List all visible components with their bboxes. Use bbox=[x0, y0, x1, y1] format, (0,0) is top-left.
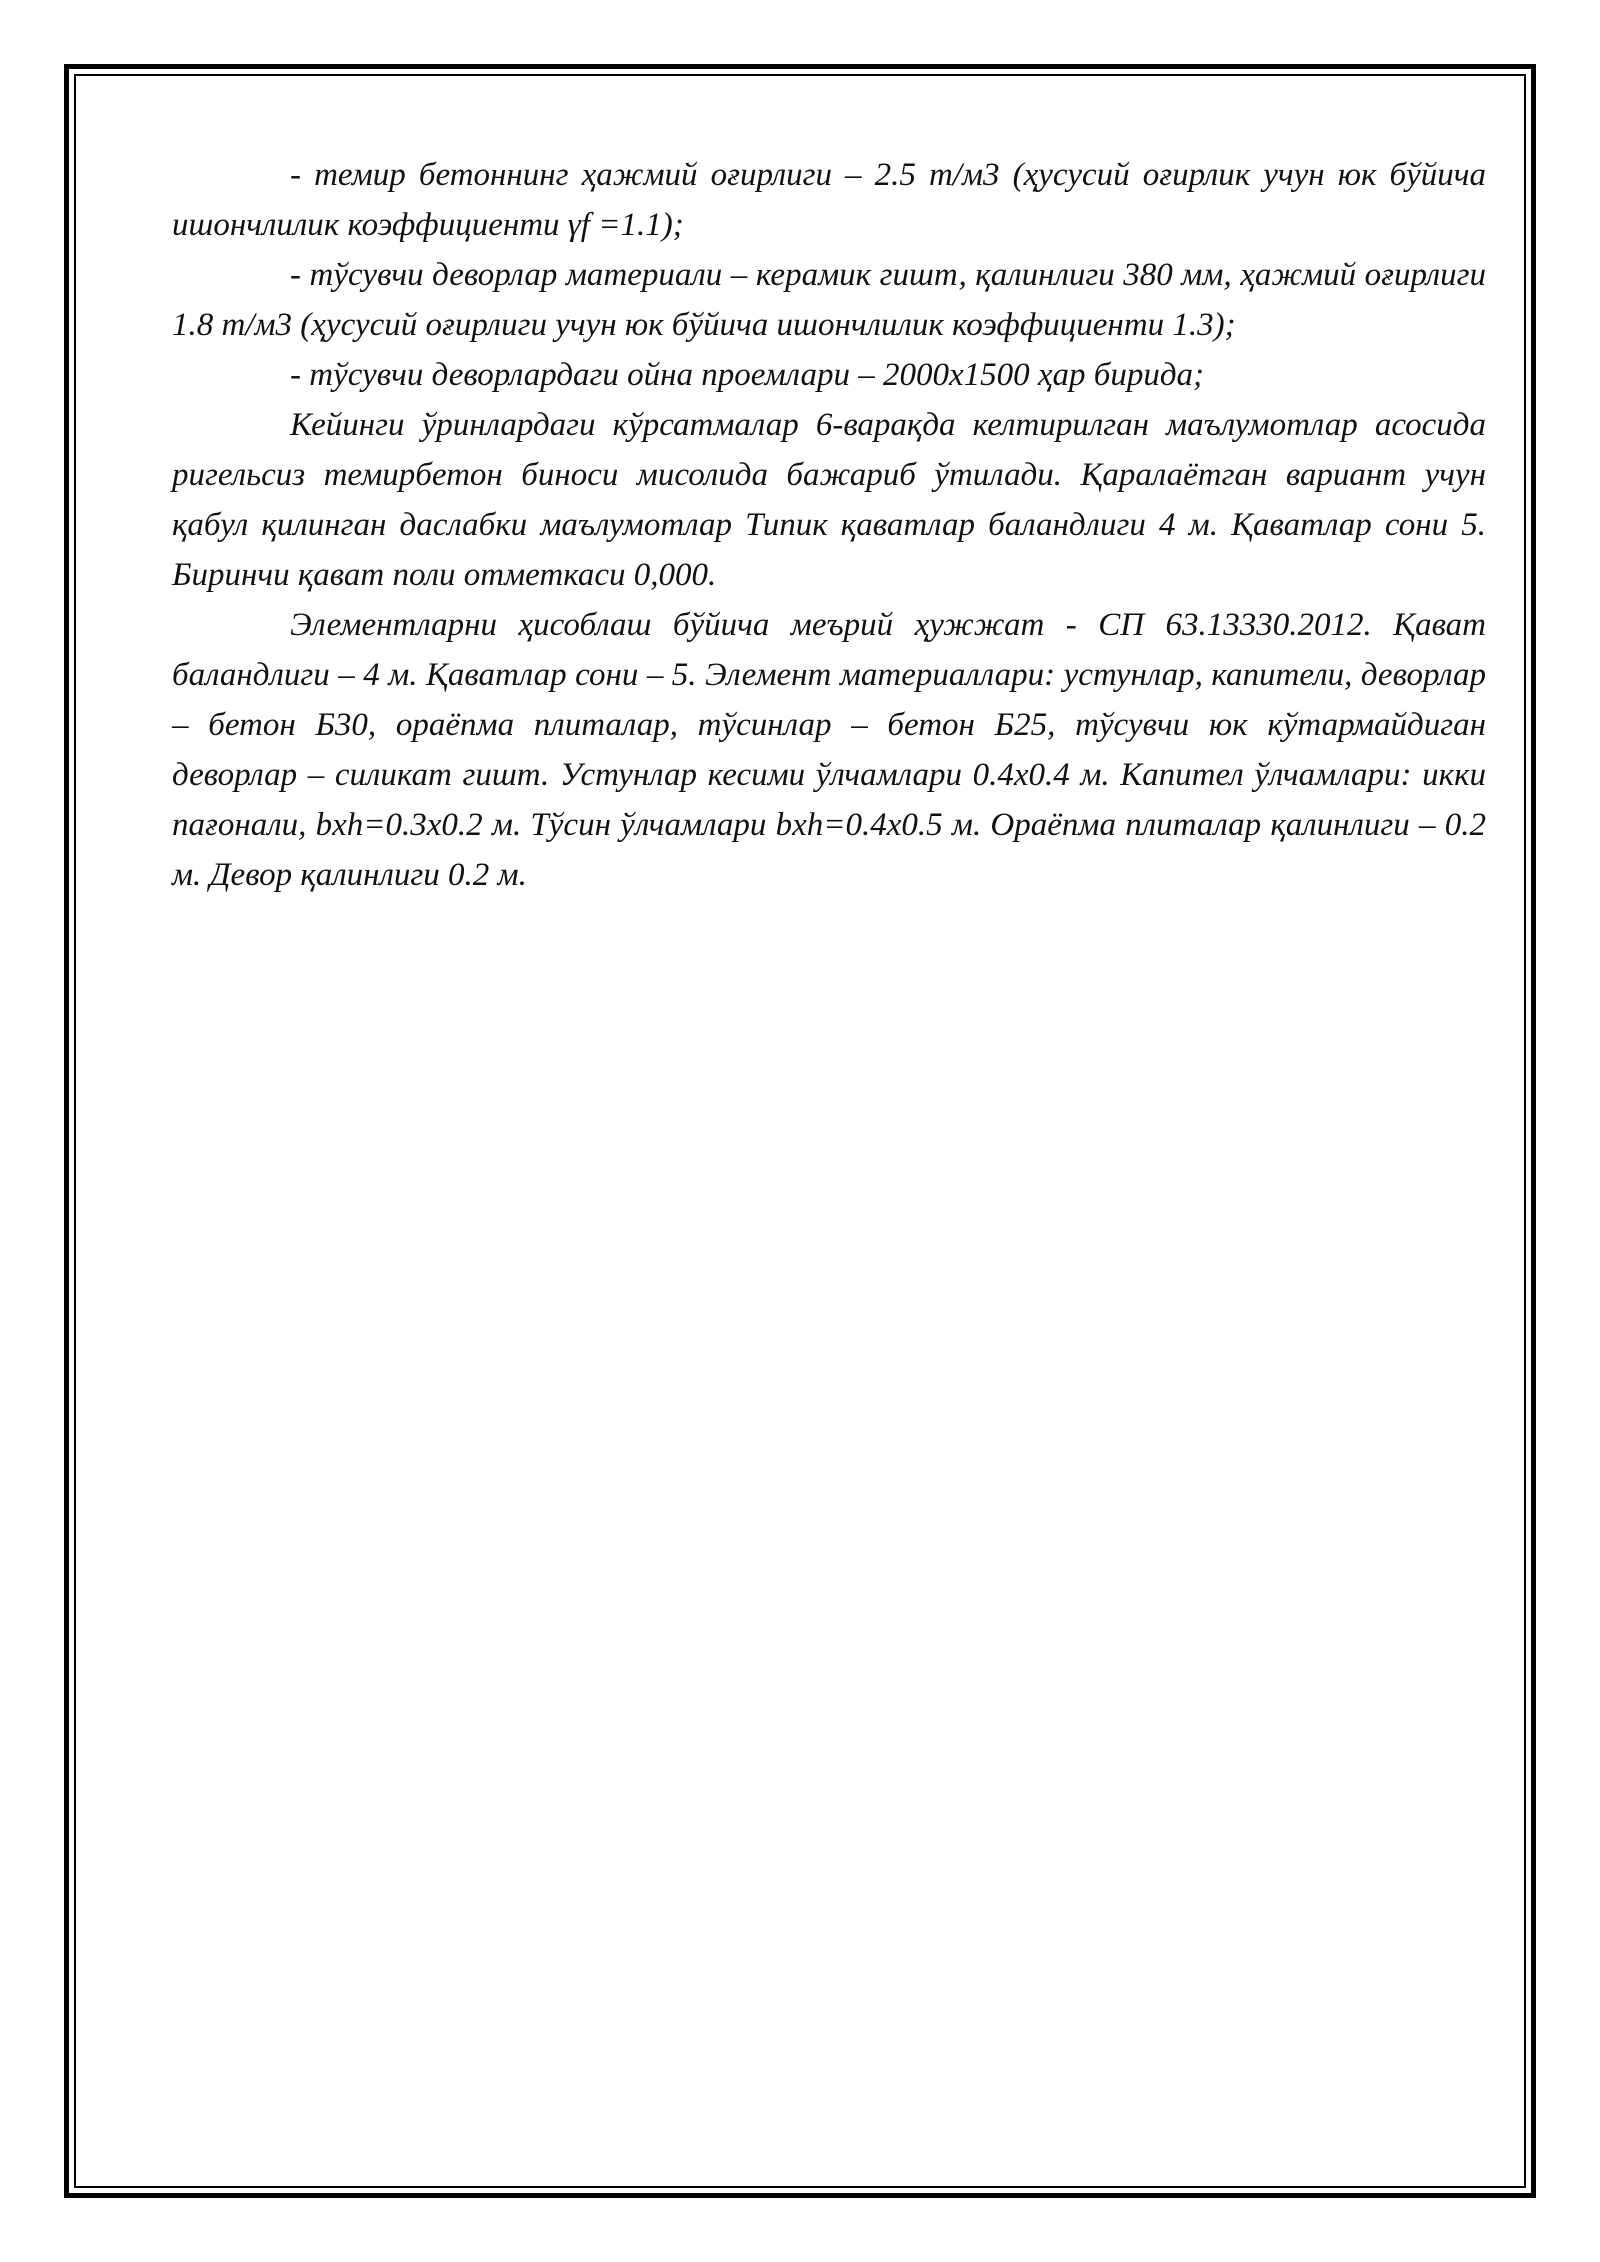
bullet-dash: - bbox=[290, 257, 301, 293]
paragraph-text: тўсувчи деворлардаги ойна проемлари – 2000х1500 ҳар бирида; bbox=[309, 357, 1205, 393]
paragraph-wall-material bbox=[172, 250, 1486, 350]
paragraph-concrete-weight bbox=[172, 150, 1486, 250]
paragraph-text: тўсувчи деворлар материали – керамик гишт, қалинлиги 380 мм, ҳажмий оғирлиги 1.8 т/м3 (ҳусусий оғирлиги учун юк бўйича ишончлилик коэффициенти 1.3); bbox=[172, 257, 1487, 343]
paragraph-instructions bbox=[172, 400, 1486, 600]
paragraph-window-openings bbox=[172, 350, 1486, 400]
paragraph-text: Кейинги ўринлардаги кўрсатмалар 6-варақда келтирилган маълумотлар асосида ригельсиз темирбетон биноси мисолида бажариб ўтилади. Қаралаётган вариант учун қабул қилинган даслабки маълумотлар Типик қаватлар баландлиги 4 м. Қаватлар сони 5. Биринчи қават поли отметкаси 0,000. bbox=[172, 407, 1486, 593]
paragraph-text: темир бетоннинг ҳажмий оғирлиги – 2.5 т/м3 (ҳусусий оғирлик учун юк бўйича ишончлилик коэффициенти γf =1.1); bbox=[172, 157, 1487, 243]
document-body bbox=[172, 150, 1486, 900]
paragraph-text: Элементларни ҳисоблаш бўйича меърий ҳужжат - СП 63.13330.2012. Қават баландлиги – 4 м. Қаватлар сони – 5. Элемент материаллари: устунлар, капители, деворлар – бетон Б30, ораёпма плиталар, тўсинлар – бетон Б25, тўсувчи юк кўтармайдиган деворлар – силикат гишт. Устунлар кесими ўлчамлари 0.4х0.4 м. Капител ўлчамлари: икки пағонали, bxh=0.3x0.2 м. Тўсин ўлчамлари bxh=0.4x0.5 м. Ораёпма плиталар қалинлиги – 0.2 м. Девор қалинлиги 0.2 м. bbox=[172, 607, 1486, 893]
bullet-dash: - bbox=[290, 357, 301, 393]
paragraph-element-calculation bbox=[172, 600, 1486, 900]
bullet-dash: - bbox=[290, 157, 301, 193]
